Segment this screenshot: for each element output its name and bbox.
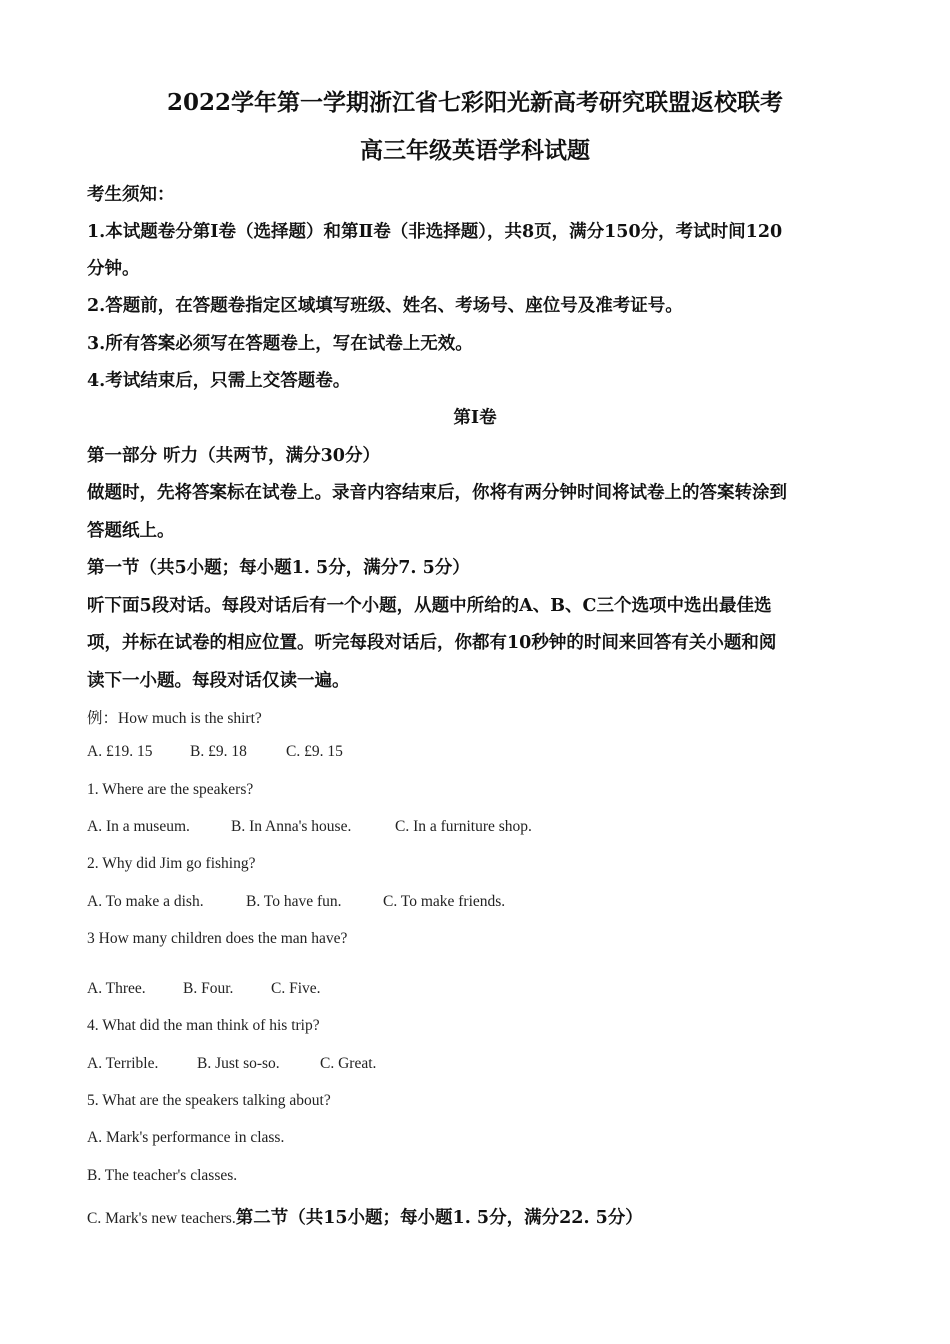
option-a: A. In a museum. — [87, 818, 190, 835]
question-3-options — [87, 980, 321, 998]
option-a: A. Terrible. — [87, 1055, 159, 1072]
option-a: A. To make a dish. — [87, 893, 204, 910]
option-b: B. Just so-so. — [197, 1055, 280, 1072]
question-4: 4. What did the man think of his trip? — [87, 1017, 320, 1034]
option-b: B. £9. 18 — [190, 743, 247, 760]
notice-item-4: 4.考试结束后，只需上交答题卷。 — [87, 371, 351, 391]
section1-instruction-line1: 听下面5段对话。每段对话后有一个小题，从题中所给的A、B、C三个选项中选出最佳选 — [87, 596, 772, 616]
notice-item-1-cont: 分钟。 — [87, 259, 140, 279]
option-b: B. Four. — [183, 980, 234, 997]
section1-instruction-line2: 项，并标在试卷的相应位置。听完每段对话后，你都有10秒钟的时间来回答有关小题和阅 — [87, 633, 777, 653]
part1-instruction-line2: 答题纸上。 — [87, 521, 175, 541]
notice-item-3: 3.所有答案必须写在答题卷上，写在试卷上无效。 — [87, 334, 473, 354]
question-5: 5. What are the speakers talking about? — [87, 1092, 331, 1109]
question-5-option-a: A. Mark's performance in class. — [87, 1129, 285, 1146]
question-2: 2. Why did Jim go fishing? — [87, 855, 256, 872]
part1-heading: 第一部分 听力（共两节，满分30分） — [87, 446, 380, 466]
part1-instruction-line1: 做题时，先将答案标在试卷上。录音内容结束后，你将有两分钟时间将试卷上的答案转涂到 — [87, 483, 787, 503]
option-c: C. Five. — [271, 980, 321, 997]
question-5-option-c: C. Mark's new teachers. — [87, 1210, 236, 1227]
option-c: C. Great. — [320, 1055, 377, 1072]
exam-title-line1: 2022学年第一学期浙江省七彩阳光新高考研究联盟返校联考 — [166, 89, 783, 116]
notice-item-2: 2.答题前，在答题卷指定区域填写班级、姓名、考场号、座位号及准考证号。 — [87, 296, 683, 316]
option-a: A. £19. 15 — [87, 743, 153, 760]
question-3: 3 How many children does the man have? — [87, 930, 348, 947]
option-c: C. In a furniture shop. — [395, 818, 532, 835]
question-5-option-b: B. The teacher's classes. — [87, 1167, 238, 1184]
question-4-options — [87, 1055, 376, 1073]
notice-item-1: 1.本试题卷分第Ⅰ卷（选择题）和第Ⅱ卷（非选择题），共8页，满分150分，考试时间120 — [87, 222, 783, 242]
section2-heading: 第二节（共15小题；每小题1. 5分，满分22. 5分） — [235, 1208, 643, 1228]
question-2-options — [87, 893, 505, 911]
question-1: 1. Where are the speakers? — [87, 781, 254, 798]
section1-instruction-line3: 读下一小题。每段对话仅读一遍。 — [87, 671, 350, 691]
option-b: B. In Anna's house. — [231, 818, 352, 835]
option-b: B. To have fun. — [246, 893, 342, 910]
notice-heading: 考生须知： — [87, 185, 175, 205]
example-options — [87, 743, 343, 761]
section1-heading: 第一节（共5小题；每小题1. 5分，满分7. 5分） — [87, 558, 470, 578]
option-c: C. £9. 15 — [286, 743, 343, 760]
option-c: C. To make friends. — [383, 893, 506, 910]
question-5-option-c-line — [87, 1204, 643, 1229]
exam-title-line2: 高三年级英语学科试题 — [360, 137, 590, 164]
option-a: A. Three. — [87, 980, 146, 997]
example-question: 例：How much is the shirt? — [87, 710, 262, 727]
volume-heading: 第Ⅰ卷 — [453, 408, 497, 428]
question-1-options — [87, 818, 532, 836]
